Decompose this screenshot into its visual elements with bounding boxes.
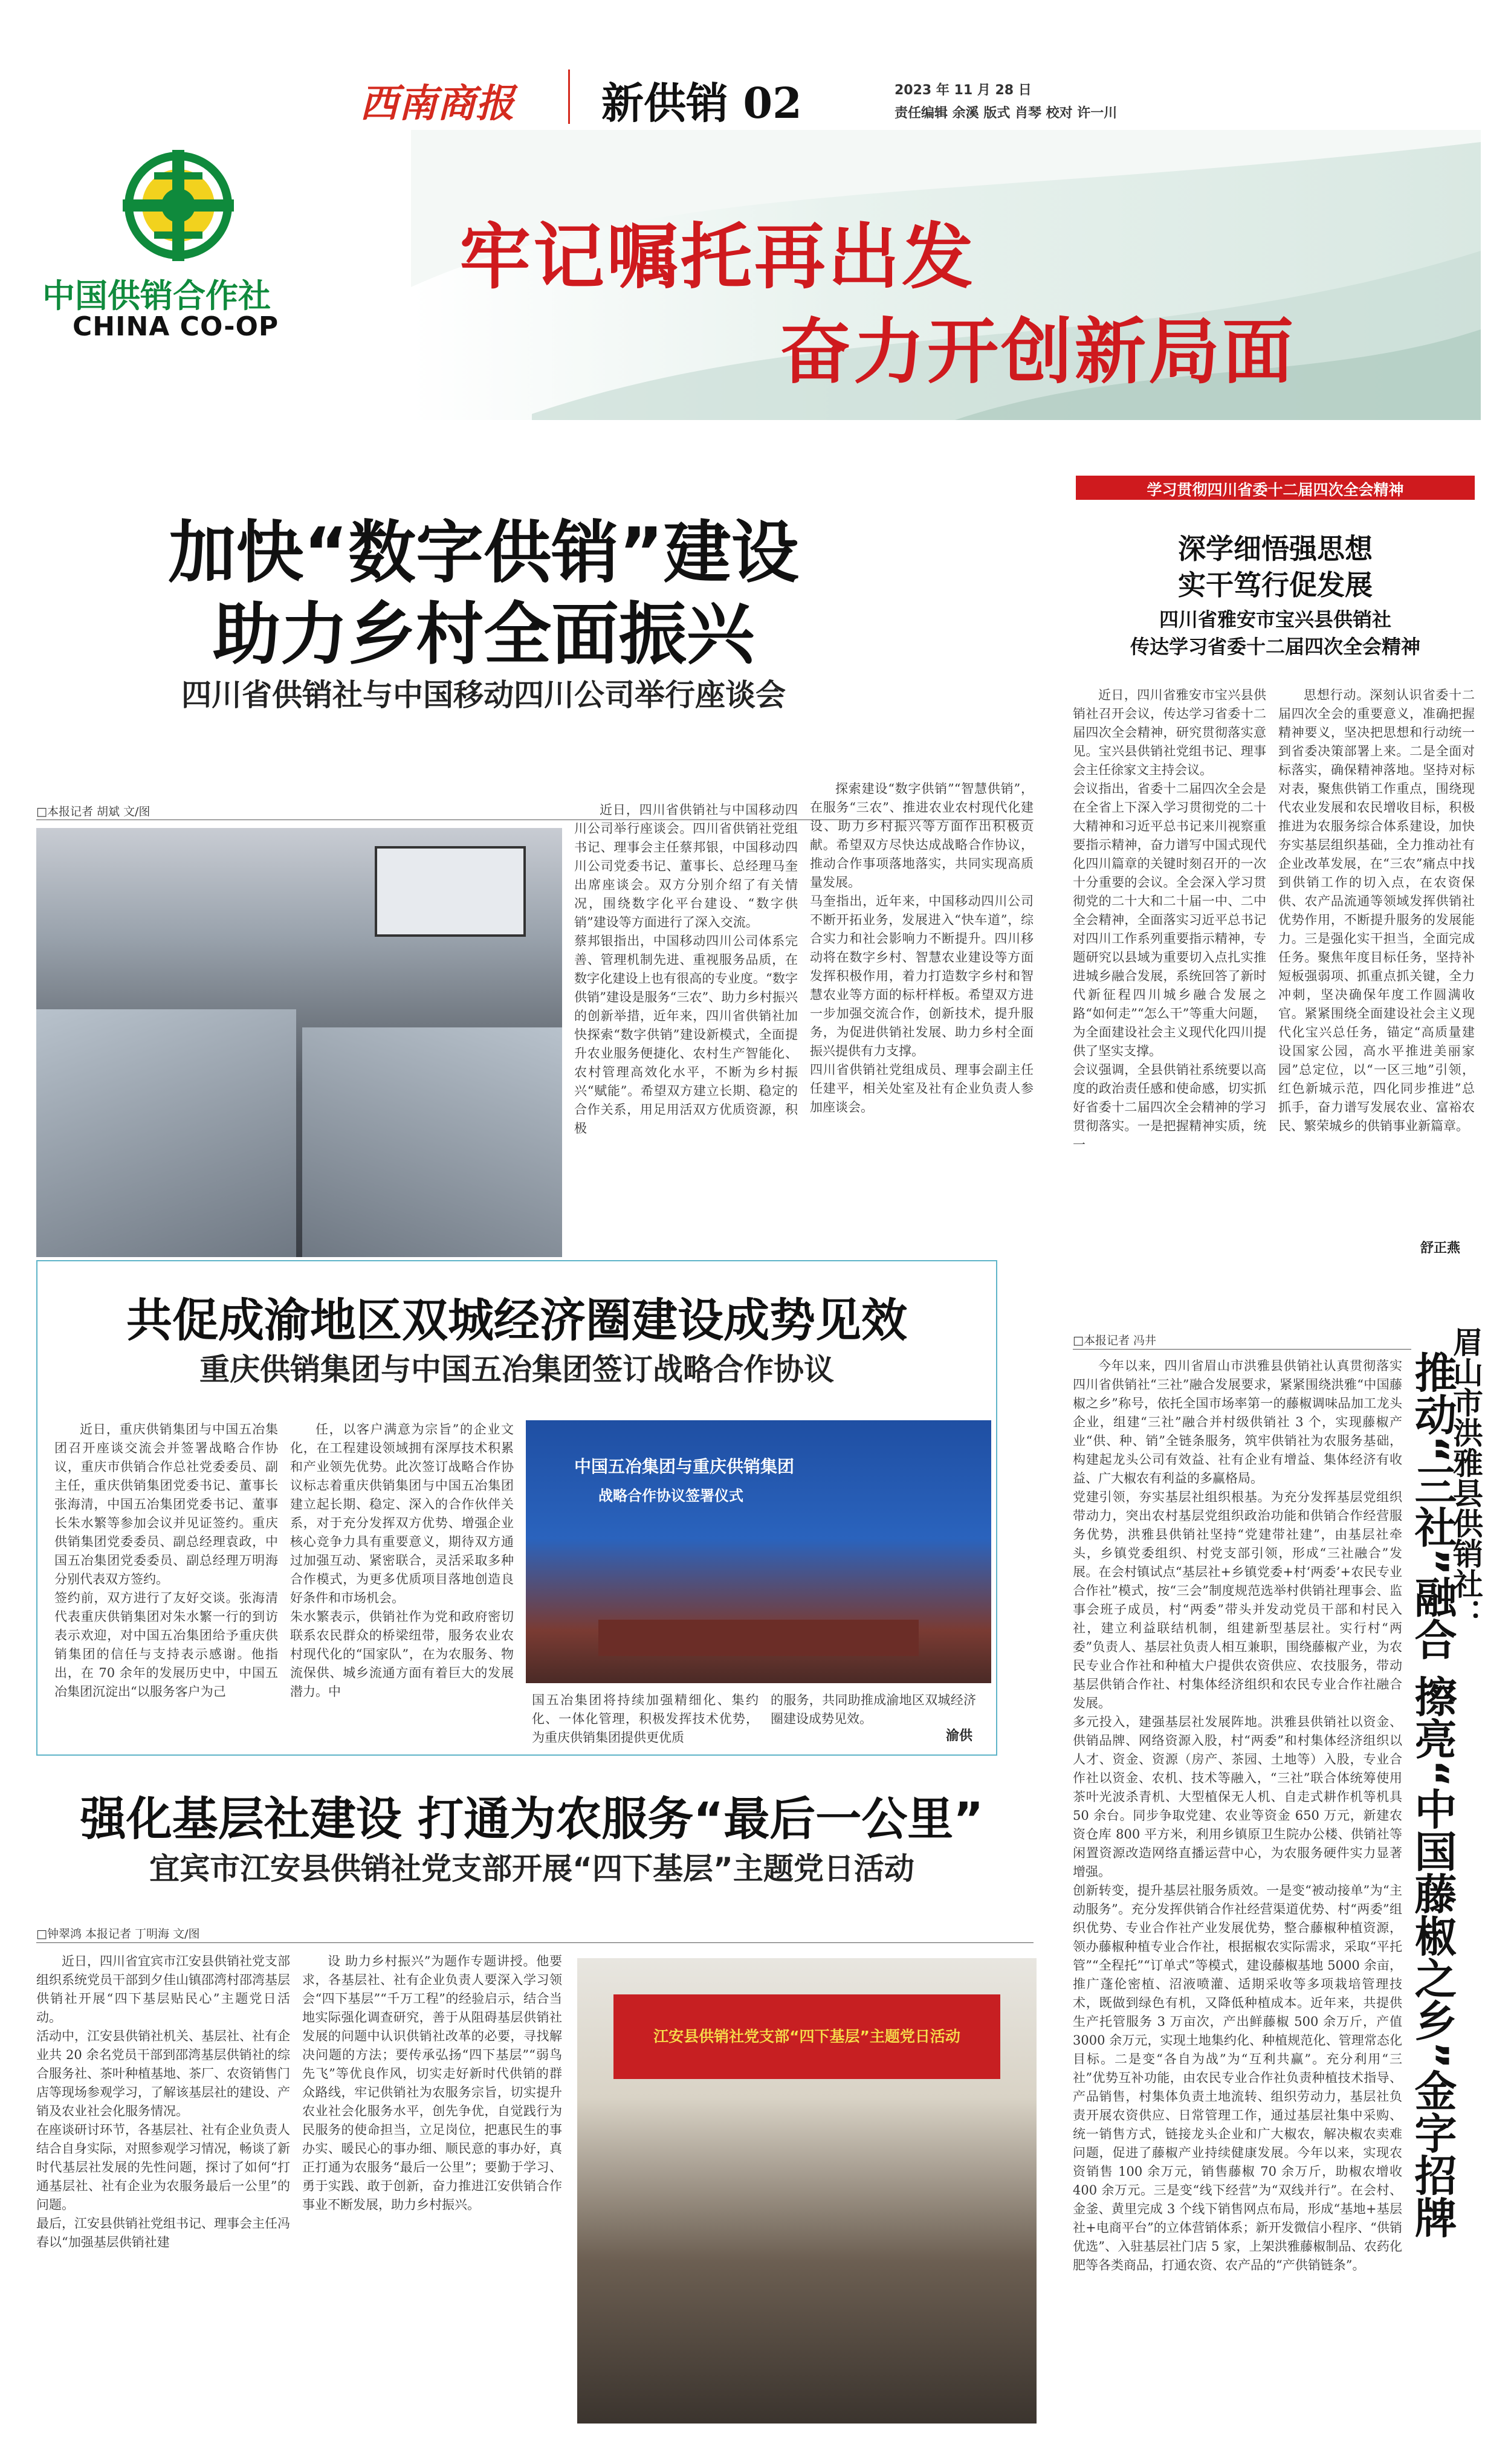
a4-title-main: 推动“三社”融合 擦亮“中国藤椒之乡”金字招牌: [1408, 1351, 1457, 2239]
a3-photo-screen: [613, 1994, 1000, 2079]
sidebar1-tag-bar: [1076, 476, 1475, 500]
china-coop-logo: [121, 148, 236, 263]
section-name: 新供销 02: [601, 78, 802, 128]
sidebar1-body-col1: 近日，四川省雅安市宝兴县供销社召开会议，传达学习省委十二届四次全会精神，研究贯彻落实意见。宝兴县供销社党组书记、理事会主任徐家文主持会议。 会议指出，省委十二届四次全会是在全省上下深入学习贯彻党的二十大精神和习近平总书记来川视察重要指示精神，奋力谱写中国式现代化四川篇章的关键时刻召开的一次十分重要的会议。全会深入学习贯彻党的二十大和二十届一中、二中全会精神，全面落实习近平总书记对四川工作系列重要指示精神，专题研究以县域为重要切入点扎实推进城乡融合发展，系统回答了新时代新征程四川城乡融合发展之路“如何走”“怎么干”等重大问题，为全面建设社会主义现代化四川提供了坚实支撑。 会议强调，全县供销社系统要以高度的政治责任感和使命感，切实抓好省委十二届四次全会精神的学习贯彻落实。一是把握精神实质，统一: [1073, 688, 1266, 1152]
a3-photo: [577, 1958, 1037, 2424]
a4-byline: □本报记者 冯井: [1073, 1334, 1156, 1347]
issue-date: 2023 年 11 月 28 日: [895, 83, 1032, 98]
sidebar1-sub-1: 四川省雅安市宝兴县供销社: [1159, 608, 1391, 631]
a1-subtitle: 四川省供销社与中国移动四川公司举行座谈会: [181, 677, 786, 713]
meeting-screen: [375, 846, 526, 937]
sidebar1-title-2: 实干笃行促发展: [1178, 569, 1373, 601]
a2-photo-banner-1: 中国五冶集团与重庆供销集团: [574, 1457, 795, 1476]
a3-byline: □钟翠鸿 本报记者 丁明海 文/图: [36, 1927, 200, 1941]
a3-rule: [36, 1942, 1034, 1943]
masthead: [36, 12, 1481, 128]
a2-body-col1: 近日，重庆供销集团与中国五冶集团召开座谈交流会并签署战略合作协议，重庆市供销合作总社党委委员、副主任，重庆供销集团党委书记、董事长张海清，中国五冶集团党委书记、董事长朱水繁等参加会议并见证签约。重庆供销集团党委委员、副总经理袁政，中国五冶集团党委委员、副总经理万明海分别代表双方签约。 签约前，双方进行了友好交谈。张海清代表重庆供销集团对朱水繁一行的到访表示欢迎，对中国五冶集团给予重庆供销集团的信任与支持表示感谢。他指出，在 70 余年的发展历史中，中国五冶集团沉淀出“以服务客户为己: [54, 1422, 278, 1699]
a4-body: 今年以来，四川省眉山市洪雅县供销社认真贯彻落实四川省供销社“三社”融合发展要求，紧紧围绕洪雅“中国藤椒之乡”称号，依托全国市场率第一的藤椒调味品加工龙头企业，组建“三社”融合并村级供销社 3 个，实现藤椒产业“供、种、销”全链条服务，筑牢供销社为农服务基础，构建起龙头公司有效益、社有企业有增益、集体经济有收益、广大椒农有利益的多赢格局。 党建引领，夯实基层社组织根基。为充分发挥基层党组织带动力，突出农村基层党组织政治功能和供销合作经营服务优势，洪雅县供销社坚持“党建带社建”，由基层社牵头，乡镇党委组织、村党支部引领，形成“三社融合”发展。在会村镇试点“基层社+乡镇党委+村‘两委’+农民专业合作社”模式，按“三会”制度规范选举村供销社理事会、监事会班子成员，村“两委”带头并发动党员干部和村民入社，建立利益联结机制，组建新型基层社。实行村“两委”负责人、基层社负责人相互兼职，围绕藤椒产业，为农民专业合作社和种植大户提供农资供应、农技服务，带动基层供销合作社、村集体经济组织和农民专业合作社融合发展。 多元投入，建强基层社发展阵地。洪雅县供销社以资金、供销品牌、网络资源入股，村“两委”和村集体经济组织以人才、资金、资源（房产、茶园、土地等）入股，专业合作社以资金、农机、技术等融入，“三社”联合体统筹使用茶叶光波杀青机、大型植保无人机、自走式耕作机等机具 50 余台。同步争取党建、农业等资金 650 万元，新建农资仓库 800 平方米，利用乡镇原卫生院办公楼、供销社等闲置资源改造网络直播运营中心，为农服务硬件实力显著增强。 创新转变，提升基层社服务质效。一是变“被动接单”为“主动服务”。充分发挥供销合作社经营渠道优势、村“两委”组织优势、专业合作社产业发展优势，整合藤椒种植资源，领办藤椒种植专业合作社，根据椒农实际需求，采取“平托管”“全程托”“订单式”等模式，建设藤椒基地 5000 余亩，推广蓬伦密植、沼液喷灌、适期采收等多项栽培管理技术，既做到绿色有机，又降低种植成本。近年来，共提供生产托管服务 3 万亩次，产出鲜藤椒 500 余万斤，产值 3000 余万元，实现土地集约化、种植规范化、管理常态化目标。二是变“各自为战”为“互利共赢”。充分利用“三社”优势互补功能，由农民专业合作社负责种植技术指导、产品销售，村集体负责土地流转、组织劳动力，基层社负责开展农资供应、日常管理工作，通过基层社集中采购、统一销售方式，链接龙头企业和广大椒农，解决椒农卖难问题，促进了藤椒产业持续健康发展。今年以来，实现农资销售 100 余万元，销售藤椒 70 余万斤，助椒农增收 400 余万元。三是变“线下经营”为“双线并行”。在会村、金釜、黄里完成 3 个线下销售网点布局，形成“基地+基层社+电商平台”的立体营销体系；新开发微信小程序、“供销优选”、入驻基层社门店 5 家，上架洪雅藤椒制品、农药化肥等各类商品，打通农资、农产品的“产供销链条”。: [1073, 1359, 1402, 2272]
staff-credits: 责任编辑 余溪 版式 肖琴 校对 许一川: [895, 106, 1118, 121]
a2-body-col4: 的服务，共同助推成渝地区双城经济圈建设成势见效。: [771, 1693, 976, 1726]
a2-signature: 渝供: [946, 1728, 973, 1744]
paper-name: 西南商报: [360, 81, 514, 126]
a3-subtitle: 宜宾市江安县供销社党支部开展“四下基层”主题党日活动: [149, 1851, 914, 1886]
a4-title-kicker: 眉山市洪雅县供销社：: [1448, 1327, 1483, 1629]
sidebar1-signature: 舒正燕: [1420, 1241, 1461, 1256]
sidebar1-body-col2: 思想行动。深刻认识省委十二届四次全会的重要意义，准确把握精神要义，坚决把思想和行动统一到省委决策部署上来。二是全面对标落实，确保精神落地。坚持对标对表，聚焦供销工作重点，围绕现代农业发展和农民增收目标，积极推进为农服务综合体系建设，加快夯实基层组织基础，全力推动社有企业改革发展，在“三农”痛点中找到供销工作的切入点，在农资保供、农产品流通等领域发挥供销社优势作用，不断提升服务的发展能力。三是强化实干担当，全面完成任务。聚焦年度目标任务，坚持补短板强弱项、抓重点抓关键，全力冲刺，坚决确保年度工作圆满收官。紧紧围绕全面建设社会主义现代化宝兴总任务，锚定“高质量建设国家公园，高水平推进美丽家园”总定位，以“一区三地”引领，红色新城示范，四化同步推进”总抓手，奋力谱写发展农业、富裕农民、繁荣城乡的供销事业新篇章。: [1278, 688, 1475, 1133]
org-name-en: CHINA CO-OP: [73, 311, 279, 342]
banner: [36, 130, 1481, 420]
sidebar1-title-1: 深学细悟强思想: [1178, 532, 1373, 565]
a2-photo: [526, 1420, 991, 1683]
org-name-cn: 中国供销合作社: [42, 277, 271, 315]
signing-table: [598, 1620, 919, 1656]
a3-title: 强化基层社建设 打通为农服务“最后一公里”: [80, 1792, 984, 1846]
banner-slogan-2: 奋力开创新局面: [780, 310, 1296, 393]
a3-body-col1: 近日，四川省宜宾市江安县供销社党支部组织系统党员干部到夕佳山镇邵湾村邵湾基层供销社开展“四下基层贴民心”主题党日活动。 活动中，江安县供销社机关、基层社、社有企业共 20 余名党员干部到邵湾基层供销社的综合服务社、茶叶种植基地、茶厂、农资销售门店等现场参观学习，了解该基层社的建设、产销及农业社会化服务情况。 在座谈研讨环节，各基层社、社有企业负责人结合自身实际，对照参观学习情况，畅谈了新时代基层社发展的先性问题，探讨了如何“打通基层社、社有企业为农服务最后一公里”的问题。 最后，江安县供销社党组书记、理事会主任冯春以“加强基层供销社建: [36, 1954, 290, 2249]
a1-body-col1: 近日，四川省供销社与中国移动四川公司举行座谈会。四川省供销社党组书记、理事会主任蔡邦银，中国移动四川公司党委书记、董事长、总经理马奎出席座谈会。双方分别介绍了有关情况，围绕数字化平台建设、“数字供销”建设等方面进行了深入交流。 蔡邦银指出，中国移动四川公司体系完善、管理机制先进、重视服务品质，在数字化建设上也有很高的专业度。“数字供销”建设是服务“三农”、助力乡村振兴的创新举措，近年来，四川省供销社加快探索“数字供销”建设新模式，全面提升农业服务便捷化、农村生产智能化、农村管理高效化水平，不断为乡村振兴“赋能”。希望双方建立长期、稳定的合作关系，用足用活双方优质资源，积极: [574, 803, 798, 1136]
a2-title: 共促成渝地区双城经济圈建设成势见效: [126, 1293, 907, 1347]
sidebar1-tag: 学习贯彻四川省委十二届四次全会精神: [1147, 481, 1404, 499]
a2-photo-banner-2: 战略合作协议签署仪式: [598, 1487, 743, 1504]
a2-subtitle: 重庆供销集团与中国五冶集团签订战略合作协议: [199, 1352, 834, 1387]
a1-title-line2: 助力乡村全面振兴: [213, 595, 754, 674]
a3-photo-banner: 江安县供销社党支部“四下基层”主题党日活动: [653, 2028, 960, 2045]
meeting-table-right: [302, 1027, 562, 1257]
a1-photo: [36, 828, 562, 1257]
a1-title-line1: 加快“数字供销”建设: [168, 514, 799, 592]
a1-byline: □本报记者 胡斌 文/图: [36, 805, 150, 818]
a1-body-col2: 探索建设“数字供销”“智慧供销”，在服务“三农”、推进农业农村现代化建设、助力乡村振兴等方面作出积极贡献。希望双方尽快达成战略合作协议，推动合作事项落地落实，共同实现高质量发展。 马奎指出，近年来，中国移动四川公司不断开拓业务，发展进入“快车道”，综合实力和社会影响力不断提升。四川移动将在数字乡村、智慧农业建设等方面发挥积极作用，着力打造数字乡村和智慧农业等方面的标杆样板。希望双方进一步加强交流合作，创新技术，提升服务，为促进供销社发展、助力乡村全面振兴提供有力支撑。 四川省供销社党组成员、理事会副主任任建平，相关处室及社有企业负责人参加座谈会。: [810, 781, 1034, 1114]
a3-body-col2: 设 助力乡村振兴”为题作专题讲授。他要求，各基层社、社有企业负责人要深入学习领会“四下基层”“千万工程”的经验启示，结合当地实际强化调查研究，善于从阻碍基层供销社发展的问题中认识供销社改革的必要，寻找解决问题的方法；要传承弘扬“四下基层”“弱鸟先飞”等优良作风，切实走好新时代供销的群众路线，牢记供销社为农服务宗旨，切实提升农业社会化服务水平，创先争优，自觉践行为民服务的使命担当，立足岗位，把惠民生的事办实、暖民心的事办细、顺民意的事办好，真正打通为农服务“最后一公里”；要勤于学习、勇于实践、敢于创新，奋力推进江安供销合作事业不断发展，助力乡村振兴。: [302, 1954, 562, 2212]
banner-slogan-1: 牢记嘱托再出发: [459, 215, 976, 299]
meeting-table-left: [36, 1009, 296, 1257]
sidebar1-sub-2: 传达学习省委十二届四次全会精神: [1130, 635, 1420, 658]
a2-body-col3: 国五冶集团将持续加强精细化、集约化、一体化管理，积极发挥技术优势，为重庆供销集团提供更优质: [532, 1693, 759, 1745]
section-divider: [568, 70, 570, 124]
a2-body-col2: 任，以客户满意为宗旨”的企业文化，在工程建设领域拥有深厚技术积累和产业领先优势。此次签订战略合作协议标志着重庆供销集团与中国五冶集团建立起长期、稳定、深入的合作伙伴关系，对于充分发挥双方优势、增强企业核心竞争力具有重要意义，期待双方通过加强互动、紧密联合，灵活采取多种合作模式，为更多优质项目落地创造良好条件和市场机会。 朱水繁表示，供销社作为党和政府密切联系农民群众的桥梁纽带，服务农业农村现代化的“国家队”，在为农服务、物流保供、城乡流通方面有着巨大的发展潜力。中: [290, 1422, 514, 1699]
a4-rule: [1073, 1349, 1411, 1350]
